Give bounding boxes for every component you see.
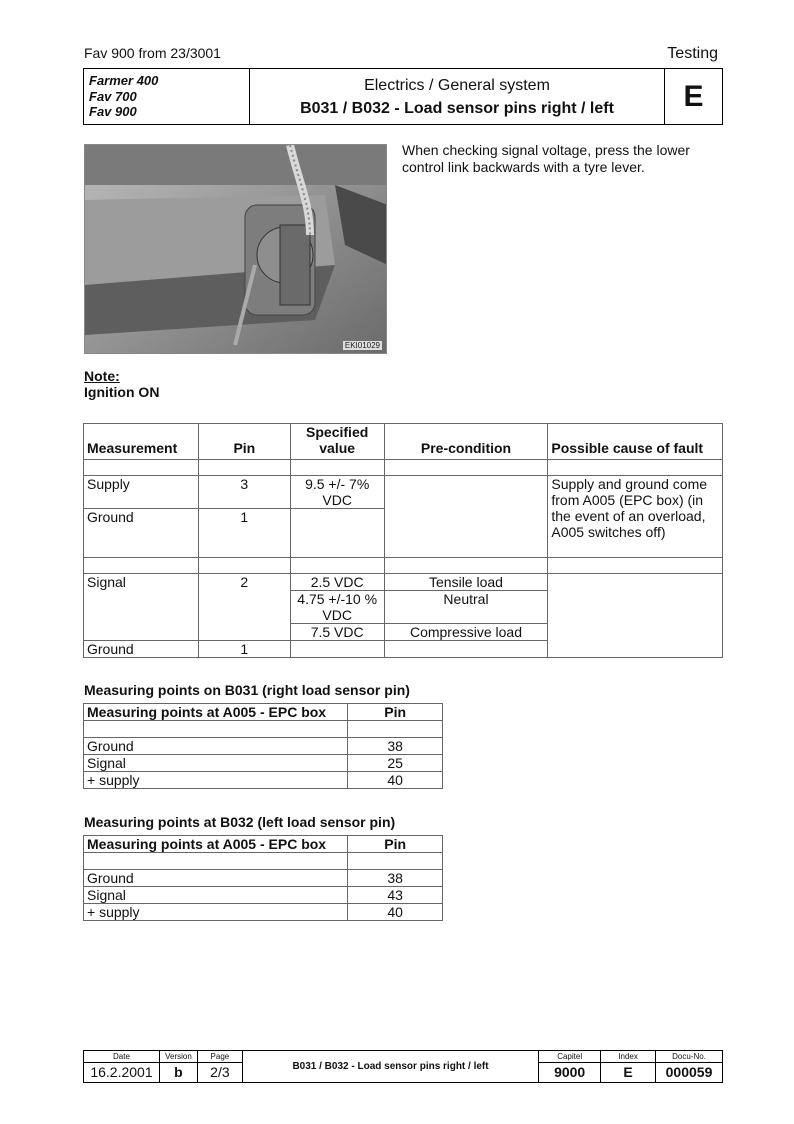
cell: [548, 574, 723, 658]
table-row: Signal 43: [84, 887, 443, 904]
table-row: + supply 40: [84, 904, 443, 921]
cell: 9.5 +/- 7% VDC: [290, 476, 384, 509]
photo-caption: EKI01029: [344, 341, 380, 350]
table-row: Signal 25: [84, 755, 443, 772]
note-label: Note:: [84, 368, 120, 384]
table-row: [84, 574, 723, 591]
model-item: Fav 700: [89, 88, 137, 104]
cell: 1: [198, 509, 290, 558]
cell: Neutral: [384, 591, 548, 624]
model-list: [84, 69, 250, 124]
col-header: Pre-condition: [384, 424, 548, 460]
cell: Ground: [84, 509, 199, 558]
footer-label: Page: [197, 1051, 242, 1063]
model-item: Fav 900: [89, 104, 137, 119]
footer-label: Date: [84, 1051, 160, 1063]
footer-capitel: 9000: [539, 1063, 601, 1083]
col-header: Pin: [198, 424, 290, 460]
b032-table: [83, 835, 443, 921]
col-header: Specified value: [290, 424, 384, 460]
measurement-table: [83, 423, 723, 658]
b031-table: [83, 703, 443, 789]
spacer-row: [84, 460, 723, 476]
header-box: [83, 68, 723, 125]
load-sensor-photo-illustration: [85, 145, 387, 354]
cell: 2: [198, 574, 290, 641]
col-header: Measuring points at A005 - EPC box: [84, 836, 348, 853]
header-category: Electrics / General system: [364, 77, 550, 94]
footer-page: 2/3: [197, 1063, 242, 1083]
cell: Supply and ground come from A005 (EPC box) (in the event of an overload, A005 switches off): [548, 476, 723, 558]
footer-title: B031 / B032 - Load sensor pins right / left: [242, 1051, 538, 1083]
col-header: Measuring points at A005 - EPC box: [84, 704, 348, 721]
footer-date: 16.2.2001: [84, 1063, 160, 1083]
cell: Supply: [84, 476, 199, 509]
model-item: Farmer 400: [89, 73, 159, 88]
b032-title: Measuring points at B032 (left load sensor pin): [84, 814, 396, 830]
cell: 1: [198, 641, 290, 658]
footer-docu: 000059: [656, 1063, 723, 1083]
footer-table: [83, 1050, 723, 1083]
doc-scope: Fav 900 from 23/3001: [84, 45, 221, 61]
b031-title: Measuring points on B031 (right load sensor pin): [84, 682, 410, 698]
cell: Signal: [84, 574, 199, 641]
footer-version: b: [159, 1063, 197, 1083]
cell: Tensile load: [384, 574, 548, 591]
spacer-row: [84, 558, 723, 574]
section-label: Testing: [667, 45, 718, 62]
footer-label: Docu-No.: [656, 1051, 723, 1063]
header-subject: B031 / B032 - Load sensor pins right / left: [300, 100, 614, 117]
chapter-letter: E: [664, 69, 722, 124]
table-row: Ground 38: [84, 870, 443, 887]
instruction-text: When checking signal voltage, press the lower control link backwards with a tyre lever.: [402, 142, 690, 175]
cell: [290, 641, 384, 658]
footer-index: E: [601, 1063, 656, 1083]
cell: [384, 641, 548, 658]
table-header-row: [84, 424, 723, 460]
table-row: [84, 476, 723, 509]
cell: 4.75 +/-10 % VDC: [290, 591, 384, 624]
header-title: [250, 69, 664, 124]
cell: 2.5 VDC: [290, 574, 384, 591]
cell: [384, 476, 548, 558]
cell: Compressive load: [384, 624, 548, 641]
col-header: Possible cause of fault: [548, 424, 723, 460]
col-header: Pin: [348, 704, 443, 721]
table-row: + supply 40: [84, 772, 443, 789]
note-text: Ignition ON: [84, 384, 160, 400]
col-header: Pin: [348, 836, 443, 853]
footer-label: Version: [159, 1051, 197, 1063]
footer-label: Capitel: [539, 1051, 601, 1063]
cell: Ground: [84, 641, 199, 658]
table-row: Ground 38: [84, 738, 443, 755]
cell: 3: [198, 476, 290, 509]
sensor-photo: [84, 144, 387, 354]
cell: 7.5 VDC: [290, 624, 384, 641]
col-header: Measurement: [84, 424, 199, 460]
footer-label: Index: [601, 1051, 656, 1063]
cell: [290, 509, 384, 558]
note: [84, 368, 159, 400]
